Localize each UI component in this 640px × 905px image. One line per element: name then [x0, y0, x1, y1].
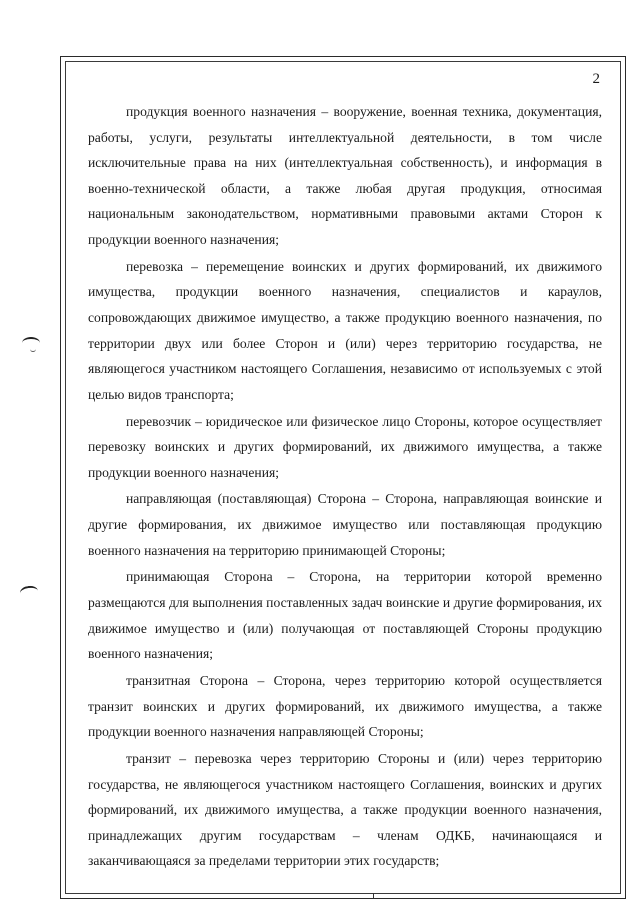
definition-transit-party: транзитная Сторона – Сторона, через территорию которой осуществляется транзит воинских и других формирований, их движимого имущества, а также продукции военного назначения направляющей Стороны; [88, 673, 602, 740]
binder-hole-mark-upper-tail [30, 346, 36, 352]
definition-sending-party: направляющая (поставляющая) Сторона – Сторона, направляющая воинские и другие формирования, их движимое имущество или поставляющая продукцию военного назначения на территорию принимающей Стороны; [88, 491, 602, 558]
definition-carrier: перевозчик – юридическое или физическое лицо Стороны, которое осуществляет перевозку воинских и других формирований, их движимого имущества, а также продукции военного назначения; [88, 413, 602, 480]
definition-transportation: перевозка – перемещение воинских и других формирований, их движимого имущества, продукции военного назначения, специалистов и караулов, сопровождающих движимое имущество, а также продукцию военного назначения, по территории двух или более Сторон и (или) через территорию государства, не являющегося участником настоящего Соглашения, независимо от используемых с этой целью видов транспорта; [88, 258, 602, 402]
definition-transit: транзит – перевозка через территорию Стороны и (или) через территорию государства, не являющегося участником настоящего Соглашения, воинских и других формирований, их движимого имущества, а также продукции военного назначения, принадлежащих другим государствам – членам ОДКБ, начинающаяся и заканчивающаяся за пределами территории этих государств; [88, 750, 602, 869]
binder-hole-mark-lower [19, 585, 38, 599]
bottom-tick-mark [373, 893, 374, 898]
document-body [88, 99, 602, 875]
definition-receiving-party: принимающая Сторона – Сторона, на территории которой временно размещаются для выполнения поставленных задач воинские и другие формирования, их движимое имущество и (или) получающая от поставляющей Стороны продукцию военного назначения; [88, 569, 602, 662]
definition-military-products: продукция военного назначения – вооружение, военная техника, документация, работы, услуги, результаты интеллектуальной деятельности, в том числе исключительные права на них (интеллектуальная собственность), и информация в военно-технической области, а также любая другая продукция, относимая национальным законодательством, нормативными правовыми актами Сторон к продукции военного назначения; [88, 104, 602, 247]
page-number: 2 [592, 71, 600, 87]
